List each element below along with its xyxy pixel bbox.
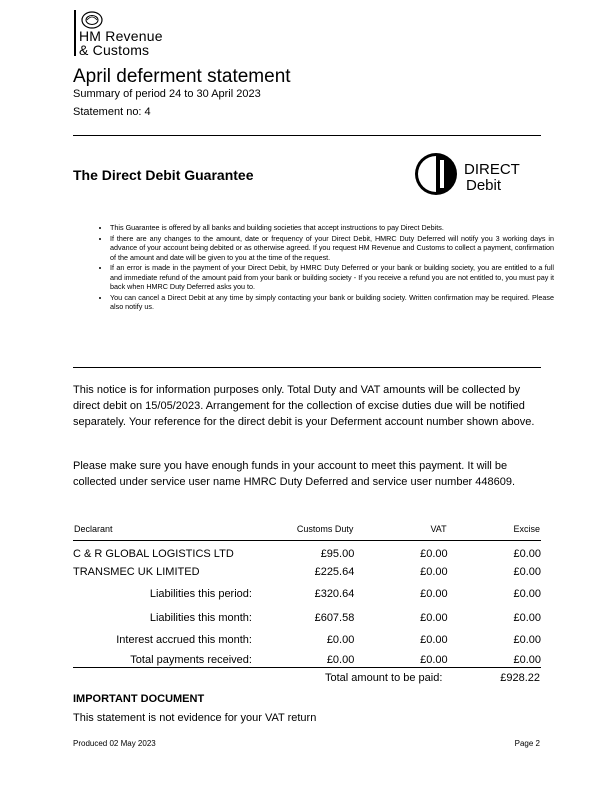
summary-period: Summary of period 24 to 30 April 2023 (73, 88, 261, 100)
customs-value: £0.00 (326, 654, 355, 666)
col-customs-duty: Customs Duty (252, 518, 354, 541)
excise-value: £0.00 (513, 612, 541, 624)
notice-paragraph-1: This notice is for information purposes only. Total Duty and VAT amounts will be collected by direct debit on 15/05/2023. Arrangement for the collection of excise duties due will be notified separately. Your reference for the direct debit is your Deferment account number shown above. (73, 384, 535, 428)
totals-label: Total payments received: (130, 654, 252, 666)
dd-logo-bottom: Debit (466, 177, 502, 194)
guarantee-bullet: • If there are any changes to the amount, date or frequency of your Direct Debit, HMRC Duty Deferred will notify you 3 working days in advance of your account being debited or as otherwise agreed. If you request HM Revenue and Customs to collect a payment, confirmation of the amount and date will be given to you at the time of the request. (110, 234, 554, 263)
page-number: Page 2 (514, 739, 540, 748)
total-divider (73, 667, 541, 668)
divider (73, 367, 541, 368)
excise-value: £0.00 (448, 541, 541, 564)
vat-value: £0.00 (420, 588, 448, 600)
vat-value: £0.00 (354, 541, 447, 564)
royal-crest-icon (80, 11, 104, 29)
totals-row (73, 605, 541, 629)
direct-debit-logo (414, 152, 532, 196)
customs-value: £225.64 (314, 566, 355, 578)
totals-row (73, 629, 541, 649)
notice-paragraph-2: Please make sure you have enough funds in your account to meet this payment. It will be collected under service user name HMRC Duty Deferred and service user number 448609. (73, 460, 516, 488)
totals-row (73, 581, 541, 605)
totals-label: Liabilities this period: (149, 588, 252, 600)
customs-value: £95.00 (252, 541, 354, 564)
totals-row (73, 649, 541, 669)
statement-number: Statement no: 4 (73, 106, 151, 118)
totals-label: Liabilities this month: (149, 612, 252, 624)
divider (73, 135, 541, 136)
excise-value: £0.00 (513, 634, 541, 646)
customs-value: £607.58 (314, 612, 355, 624)
excise-value: £0.00 (513, 654, 541, 666)
page-title: April deferment statement (73, 66, 291, 87)
liabilities-table (73, 518, 541, 669)
excise-value: £0.00 (513, 588, 541, 600)
vat-value: £0.00 (420, 612, 448, 624)
guarantee-bullets (96, 223, 554, 313)
col-excise: Excise (448, 518, 541, 541)
org-name-line2: & Customs (79, 42, 150, 58)
vat-value: £0.00 (420, 654, 448, 666)
declarant-name: TRANSMEC UK LIMITED (73, 566, 200, 578)
dd-logo-top: DIRECT (464, 161, 520, 178)
excise-value: £0.00 (513, 566, 541, 578)
important-note: This statement is not evidence for your VAT return (73, 712, 317, 724)
important-title: IMPORTANT DOCUMENT (73, 693, 205, 705)
totals-label: Interest accrued this month: (116, 634, 252, 646)
table-row (73, 563, 541, 581)
vat-value: £0.00 (420, 634, 448, 646)
org-name-line1: HM Revenue (79, 28, 163, 44)
col-declarant: Declarant (73, 518, 252, 541)
customs-value: £0.00 (326, 634, 355, 646)
guarantee-bullet: • You can cancel a Direct Debit at any time by simply contacting your bank or building society. Written confirmation may be required. Please also notify us. (110, 293, 554, 312)
total-amount-label: Total amount to be paid: (325, 672, 443, 684)
guarantee-title: The Direct Debit Guarantee (73, 167, 254, 183)
guarantee-bullet: • If an error is made in the payment of your Direct Debit, by HMRC Duty Deferred or your bank or building society, you are entitled to a full and immediate refund of the amount paid from your bank or building society - If you receive a refund you are not entitled to, you must pay it back when HMRC Duty Deferred asks you to. (110, 263, 554, 292)
table-row (73, 541, 541, 564)
declarant-name: C & R GLOBAL LOGISTICS LTD (73, 541, 252, 564)
total-amount-value: £928.22 (500, 672, 540, 684)
header-rule (74, 10, 76, 56)
vat-value: £0.00 (420, 566, 448, 578)
col-vat: VAT (354, 518, 447, 541)
customs-value: £320.64 (314, 588, 355, 600)
produced-date: Produced 02 May 2023 (73, 739, 156, 748)
guarantee-bullet: • This Guarantee is offered by all banks and building societies that accept instructions to pay Direct Debits. (110, 223, 554, 233)
table-header-row (73, 518, 541, 541)
